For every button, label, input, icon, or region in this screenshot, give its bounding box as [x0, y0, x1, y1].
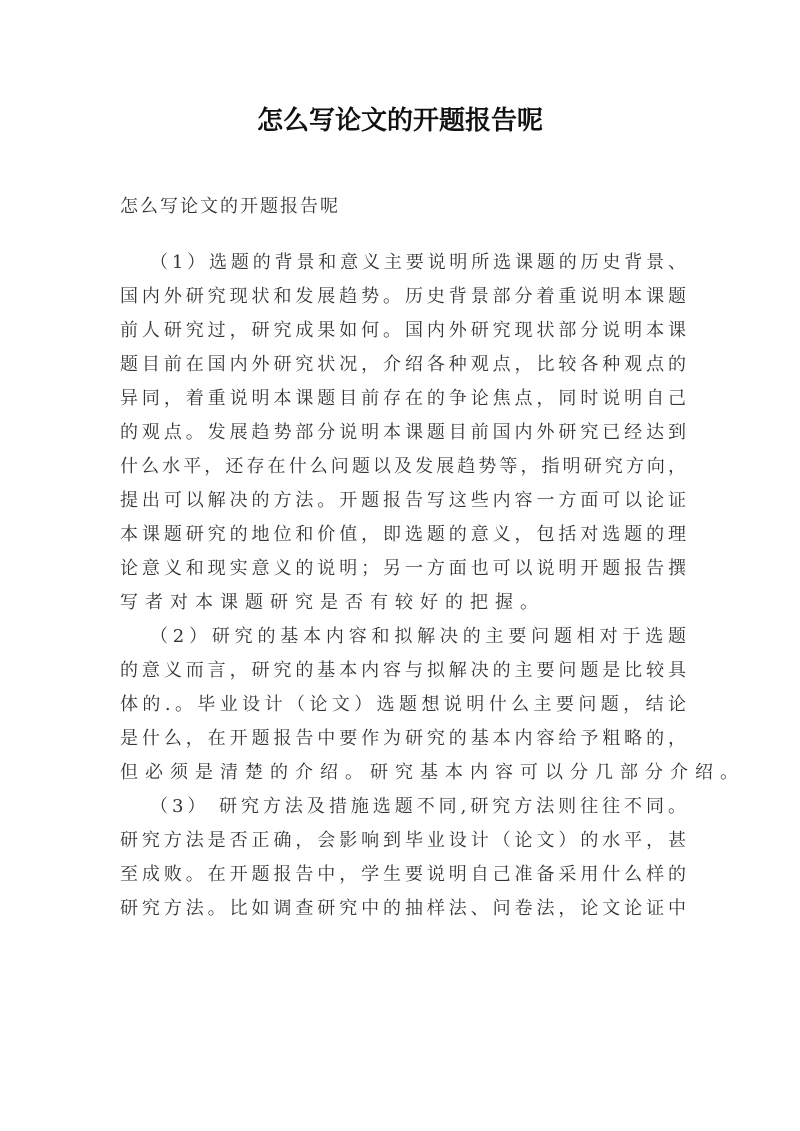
paragraph-1	[120, 246, 686, 620]
paragraph-line: 异同，着重说明本课题目前存在的争论焦点，同时说明自己	[120, 388, 686, 409]
paragraph-line: 题目前在国内外研究状况，介绍各种观点，比较各种观点的	[120, 354, 686, 375]
paragraph-line: 前人研究过，研究成果如何。国内外研究现状部分说明本课	[120, 320, 686, 341]
paragraph-line: （3） 研究方法及措施选题不同,研究方法则往往不同。	[150, 796, 686, 817]
paragraph-line: 的观点。发展趋势部分说明本课题目前国内外研究已经达到	[120, 422, 686, 443]
document-body	[120, 246, 745, 926]
paragraph-line: 写者对本课题研究是否有较好的把握。	[120, 592, 545, 613]
paragraph-line: 是什么，在开题报告中要作为研究的基本内容给予粗略的，	[120, 728, 686, 749]
paragraph-line: 论意义和现实意义的说明；另一方面也可以说明开题报告撰	[120, 558, 686, 579]
document-subtitle: 怎么写论文的开题报告呢	[120, 196, 340, 217]
paragraph-line: 本课题研究的地位和价值，即选题的意义，包括对选题的理	[120, 524, 686, 545]
paragraph-line: 提出可以解决的方法。开题报告写这些内容一方面可以论证	[120, 490, 686, 511]
paragraph-line: 但必须是清楚的介绍。研究基本内容可以分几部分介绍。	[120, 762, 745, 783]
document-title: 怎么写论文的开题报告呢	[256, 106, 543, 136]
paragraph-3	[120, 790, 686, 926]
paragraph-line: （2）研究的基本内容和拟解决的主要问题相对于选题	[150, 626, 686, 647]
paragraph-line: 至成败。在开题报告中，学生要说明自己准备采用什么样的	[120, 864, 686, 885]
paragraph-line: 研究方法。比如调查研究中的抽样法、问卷法，论文论证中	[120, 898, 686, 919]
paragraph-line: （1）选题的背景和意义主要说明所选课题的历史背景、	[150, 252, 686, 273]
paragraph-line: 体的.。毕业设计（论文）选题想说明什么主要问题，结论	[120, 694, 686, 715]
paragraph-line: 国内外研究现状和发展趋势。历史背景部分着重说明本课题	[120, 286, 686, 307]
paragraph-line: 的意义而言，研究的基本内容与拟解决的主要问题是比较具	[120, 660, 686, 681]
paragraph-line: 什么水平，还存在什么问题以及发展趋势等，指明研究方向，	[120, 456, 686, 477]
paragraph-line: 研究方法是否正确，会影响到毕业设计（论文）的水平，甚	[120, 830, 686, 851]
paragraph-2	[120, 620, 745, 790]
